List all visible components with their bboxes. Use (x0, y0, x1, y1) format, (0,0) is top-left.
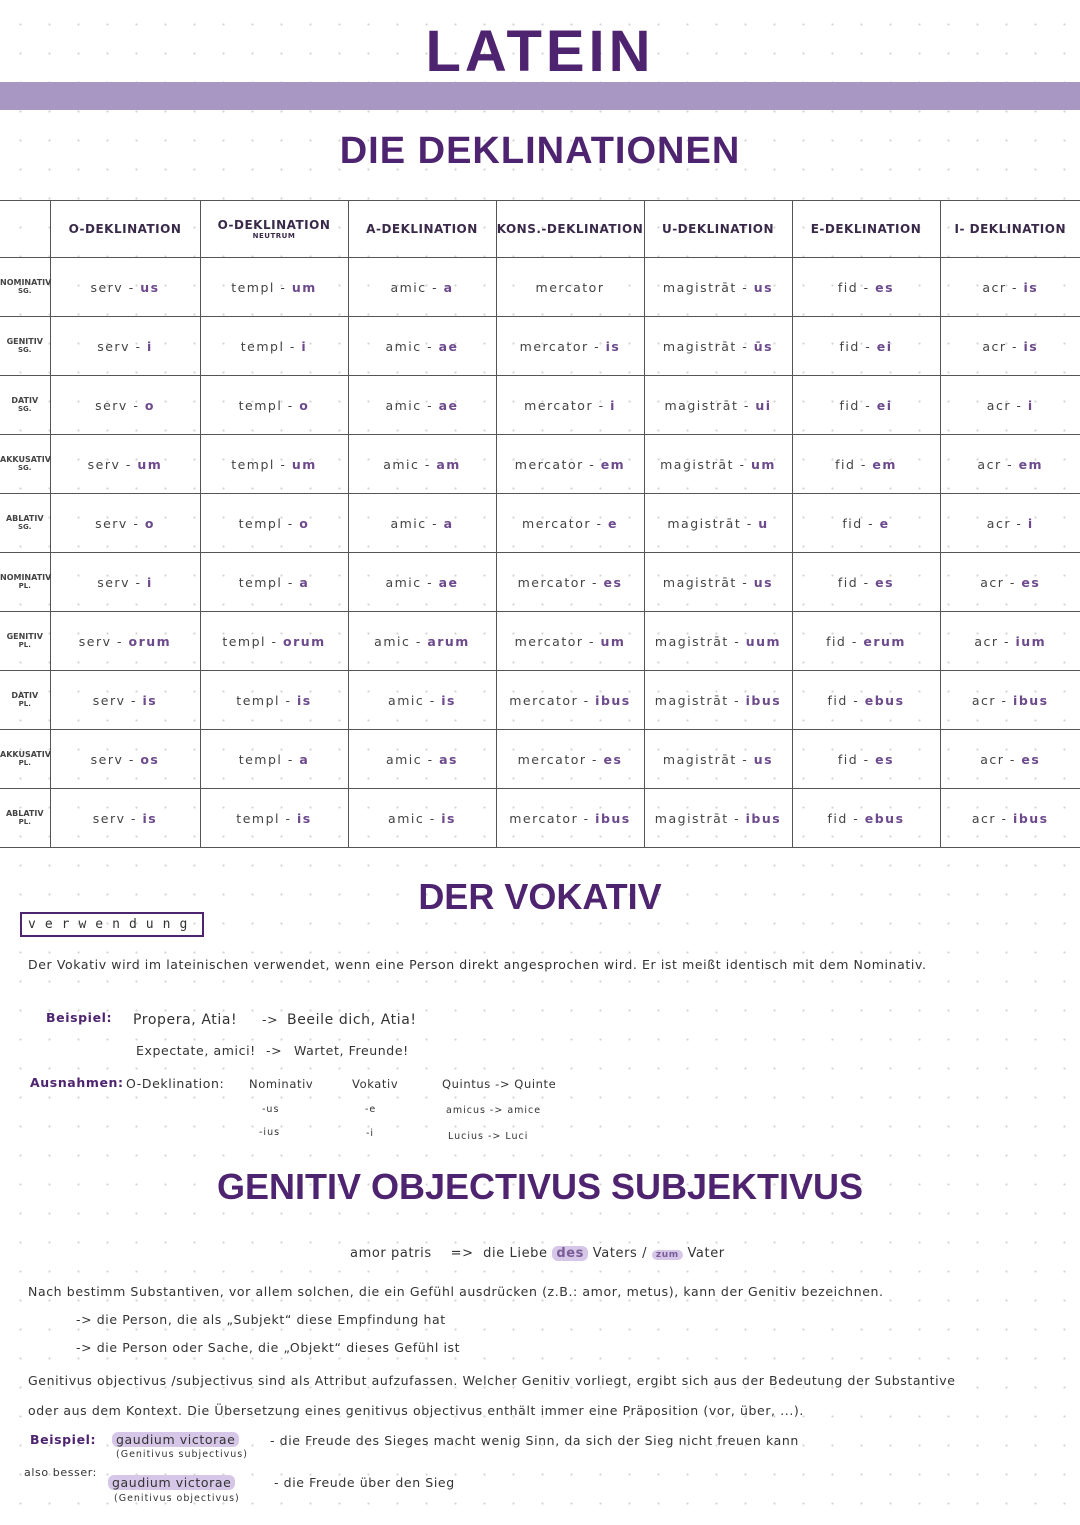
word-ending: i (1027, 397, 1034, 413)
table-cell (496, 258, 644, 317)
header-band (0, 82, 1080, 110)
table-cell: acr - is (940, 317, 1080, 376)
word-stem: magistrāt (662, 751, 737, 767)
word-ending: orum (128, 633, 172, 649)
table-cell: acr - ium (940, 612, 1080, 671)
word-stem: templ (231, 456, 275, 472)
table-cell: serv - um (50, 435, 200, 494)
column-header: U-DEKLINATION (644, 201, 792, 258)
table-row (0, 789, 1080, 848)
word-ending: ibus (595, 810, 631, 826)
column-subheader: NEUTRUM (252, 232, 296, 240)
word-stem: fid (827, 692, 848, 708)
word-stem: serv (92, 810, 126, 826)
word-ending: am (436, 456, 461, 472)
word-ending: ibus (1013, 810, 1049, 826)
word-stem: magistrāt (654, 692, 729, 708)
word-ending: es (875, 279, 895, 295)
word-ending: o (144, 397, 155, 413)
word-stem: magistrāt (662, 279, 737, 295)
word-stem: templ (231, 279, 275, 295)
table-cell: magistrāt - us (644, 258, 792, 317)
example-german: Vater (687, 1246, 725, 1261)
table-cell: amic - is (348, 789, 496, 848)
verwendung-label: verwendung (20, 912, 204, 937)
table-cell: magistrāt - u (644, 494, 792, 553)
arrow: -> (262, 1012, 279, 1027)
word-ending: um (600, 633, 626, 649)
word-stem: acr (980, 574, 1005, 590)
word-stem: mercator (509, 810, 579, 826)
word-stem: magistrāt (654, 633, 729, 649)
table-cell: magistrāt - ibus (644, 671, 792, 730)
example-latin-highlighted: gaudium victorae (108, 1475, 235, 1490)
vokativ-ending: -i (366, 1128, 375, 1139)
word-ending: is (1023, 338, 1039, 354)
word-stem: fid (835, 456, 856, 472)
table-cell: acr - i (940, 376, 1080, 435)
word-ending: es (1021, 751, 1041, 767)
example-german: die Liebe (483, 1246, 548, 1261)
genitiv-paragraph: Genitivus objectivus /subjectivus sind als Attribut aufzufassen. Welcher Genitiv vorliegt, ergibt sich aus der Bedeutung der Substantive (28, 1373, 956, 1388)
word-ending: es (875, 574, 895, 590)
word-ending: ae (438, 574, 459, 590)
word-stem: mercator (522, 515, 591, 531)
also-label: also besser: (24, 1466, 97, 1479)
table-cell: amic - is (348, 671, 496, 730)
word-ending: ebus (864, 810, 905, 826)
table-corner (0, 201, 50, 258)
word-stem: templ (222, 633, 267, 649)
word-stem: fid (837, 751, 859, 767)
example-note: (Genitivus subjectivus) (116, 1449, 248, 1460)
word-stem: fid (842, 515, 863, 531)
word-stem: acr (986, 397, 1011, 413)
word-ending: uum (745, 633, 782, 649)
word-ending: um (291, 279, 317, 295)
word-stem: amic (388, 810, 425, 826)
table-cell: templ - i (200, 317, 348, 376)
word-stem: acr (982, 279, 1007, 295)
word-ending: es (603, 574, 623, 590)
word-stem: magistrāt (662, 338, 737, 354)
word-stem: fid (837, 574, 859, 590)
table-row (0, 494, 1080, 553)
table-cell: magistrāt - us (644, 730, 792, 789)
word-stem: magistrāt (664, 397, 739, 413)
table-cell: fid - ebus (792, 789, 940, 848)
word-stem: serv (92, 692, 126, 708)
arrow: -> (266, 1043, 283, 1058)
table-row (0, 612, 1080, 671)
genitiv-example-line (350, 1246, 725, 1261)
table-cell: serv - o (50, 376, 200, 435)
word-ending: o (299, 397, 310, 413)
vokativ-exception-example: Quintus -> Quinte (442, 1077, 557, 1091)
word-ending: is (605, 338, 621, 354)
word-stem: serv (97, 338, 130, 354)
table-cell: serv - o (50, 494, 200, 553)
genitiv-text-line: -> die Person oder Sache, die „Objekt“ dieses Gefühl ist (76, 1340, 461, 1355)
word-stem: amic (374, 633, 411, 649)
word-ending: em (1018, 456, 1044, 472)
word-ending: o (144, 515, 155, 531)
table-cell: serv - i (50, 553, 200, 612)
nominativ-ending: -us (262, 1104, 280, 1115)
word-stem: mercator (517, 751, 587, 767)
column-header: O-DEKLINATION (50, 201, 200, 258)
table-cell: amic - ae (348, 376, 496, 435)
table-cell: acr - is (940, 258, 1080, 317)
beispiel-label: Beispiel: (46, 1010, 113, 1025)
word-stem: mercator (514, 456, 584, 472)
word-ending: em (872, 456, 897, 472)
word-stem: amic (388, 692, 425, 708)
table-cell: templ - is (200, 789, 348, 848)
example-german: - die Freude des Sieges macht wenig Sinn, da sich der Sieg nicht freuen kann (270, 1433, 799, 1448)
table-cell: magistrāt - ibus (644, 789, 792, 848)
word-ending: em (600, 456, 626, 472)
vokativ-exception-example: amicus -> amice (446, 1105, 542, 1116)
word-stem: amic (383, 456, 420, 472)
column-header: E-DEKLINATION (792, 201, 940, 258)
table-cell: fid - ei (792, 376, 940, 435)
table-cell: templ - o (200, 494, 348, 553)
word-ending: is (441, 810, 456, 826)
table-cell: serv - is (50, 671, 200, 730)
table-cell: mercator - es (496, 553, 644, 612)
vokativ-exception-example: Lucius -> Luci (448, 1131, 529, 1142)
word-ending: a (299, 574, 310, 590)
word-stem: templ (240, 338, 285, 354)
table-cell: acr - em (940, 435, 1080, 494)
word-ending: erum (863, 633, 906, 649)
word-stem: acr (980, 751, 1005, 767)
word-ending: u (758, 515, 769, 531)
section-title-genitiv: GENITIV OBJECTIVUS SUBJEKTIVUS (216, 1166, 864, 1207)
table-cell: mercator - ibus (496, 671, 644, 730)
word-ending: a (299, 751, 310, 767)
word-ending: es (1021, 574, 1041, 590)
word-ending: a (443, 515, 454, 531)
word-stem: serv (95, 397, 128, 413)
word-ending: ibus (745, 692, 782, 708)
word-stem: magistrāt (654, 810, 729, 826)
example-german: Vaters / (592, 1246, 648, 1261)
table-row (0, 258, 1080, 317)
word-stem: templ (236, 692, 280, 708)
word-stem: mercator (535, 279, 605, 295)
genitiv-text-line: Nach bestimm Substantiven, vor allem solchen, die ein Gefühl ausdrücken (z.B.: amor, metus), kann der Genitiv bezeichnen. (28, 1284, 884, 1299)
table-cell: mercator - i (496, 376, 644, 435)
table-row (0, 376, 1080, 435)
word-ending: e (879, 515, 890, 531)
genitiv-example-a (112, 1432, 239, 1447)
column-header: I- DEKLINATION (940, 201, 1080, 258)
example-latin-highlighted: gaudium victorae (112, 1432, 239, 1447)
table-cell: serv - os (50, 730, 200, 789)
word-ending: us (753, 751, 774, 767)
case-label: NOMINATIV SG. (0, 258, 50, 317)
word-ending: is (142, 692, 158, 708)
table-cell: templ - a (200, 553, 348, 612)
ausnahmen-declension: O-Deklination: (126, 1076, 225, 1091)
table-cell: serv - us (50, 258, 200, 317)
case-label: AKKUSATIV SG. (0, 435, 50, 494)
table-row (0, 435, 1080, 494)
table-cell: templ - o (200, 376, 348, 435)
word-stem: mercator (509, 692, 579, 708)
table-cell: amic - am (348, 435, 496, 494)
word-ending: es (603, 751, 623, 767)
word-stem: amic (390, 515, 427, 531)
genitiv-text-line: -> die Person, die als „Subjekt“ diese Empfindung hat (76, 1312, 446, 1327)
word-stem: amic (390, 279, 427, 295)
word-ending: arum (427, 633, 470, 649)
table-row (0, 671, 1080, 730)
table-cell: fid - ei (792, 317, 940, 376)
case-label: NOMINATIV PL. (0, 553, 50, 612)
table-cell: templ - um (200, 435, 348, 494)
word-stem: acr (971, 692, 997, 708)
word-ending: ūs (753, 338, 774, 354)
table-cell: amic - arum (348, 612, 496, 671)
example-german-2: Wartet, Freunde! (294, 1043, 409, 1058)
word-ending: um (137, 456, 163, 472)
word-ending: ibus (595, 692, 631, 708)
word-stem: serv (90, 279, 124, 295)
word-ending: is (296, 810, 312, 826)
word-ending: i (610, 397, 616, 413)
word-stem: mercator (514, 633, 584, 649)
word-ending: is (296, 692, 312, 708)
table-header-row (0, 201, 1080, 258)
table-cell: mercator - is (496, 317, 644, 376)
table-cell: mercator - em (496, 435, 644, 494)
word-stem: acr (971, 810, 997, 826)
word-ending: ae (438, 338, 459, 354)
word-ending: ibus (1013, 692, 1049, 708)
beispiel-label: Beispiel: (30, 1432, 97, 1447)
word-ending: us (753, 279, 774, 295)
word-stem: fid (826, 633, 847, 649)
nominativ-ending: -ius (259, 1127, 281, 1138)
highlight-zum: zum (652, 1250, 683, 1260)
word-stem: serv (95, 515, 128, 531)
section-title-deklinationen: DIE DEKLINATIONEN (339, 130, 741, 172)
word-ending: um (291, 456, 317, 472)
word-stem: serv (87, 456, 121, 472)
table-cell: acr - ibus (940, 671, 1080, 730)
word-stem: fid (839, 338, 860, 354)
table-row (0, 730, 1080, 789)
table-cell: fid - es (792, 258, 940, 317)
word-stem: amic (385, 397, 422, 413)
word-ending: ui (755, 397, 772, 413)
vokativ-header: Vokativ (352, 1077, 399, 1091)
word-stem: templ (238, 515, 283, 531)
word-ending: um (750, 456, 776, 472)
table-cell: mercator - um (496, 612, 644, 671)
table-cell: magistrāt - um (644, 435, 792, 494)
table-cell: magistrāt - us (644, 553, 792, 612)
example-latin-2: Expectate, amici! (136, 1043, 256, 1058)
word-stem: templ (238, 751, 283, 767)
example-german-1: Beeile dich, Atia! (287, 1012, 417, 1028)
word-ending: i (146, 338, 153, 354)
case-label: AKKUSATIV PL. (0, 730, 50, 789)
table-cell: mercator - e (496, 494, 644, 553)
word-stem: serv (97, 574, 130, 590)
word-ending: is (142, 810, 158, 826)
word-stem: amic (385, 338, 422, 354)
section-title-vokativ: DER VOKATIV (418, 876, 662, 917)
example-latin-1: Propera, Atia! (133, 1012, 238, 1028)
table-cell: magistrāt - ūs (644, 317, 792, 376)
example-latin: amor patris (350, 1246, 432, 1261)
declension-table (0, 200, 1080, 848)
word-ending: i (1027, 515, 1034, 531)
case-label: ABLATIV SG. (0, 494, 50, 553)
word-ending: us (753, 574, 774, 590)
table-cell: serv - i (50, 317, 200, 376)
word-ending: es (875, 751, 895, 767)
example-german: - die Freude über den Sieg (274, 1475, 455, 1490)
word-stem: fid (837, 279, 859, 295)
word-stem: serv (90, 751, 124, 767)
word-ending: i (146, 574, 153, 590)
case-label: DATIV PL. (0, 671, 50, 730)
word-stem: acr (986, 515, 1011, 531)
table-cell: acr - ibus (940, 789, 1080, 848)
word-ending: as (439, 751, 459, 767)
column-header: A-DEKLINATION (348, 201, 496, 258)
table-cell: magistrāt - ui (644, 376, 792, 435)
word-ending: ebus (864, 692, 905, 708)
word-stem: fid (839, 397, 860, 413)
table-cell: templ - um (200, 258, 348, 317)
table-cell: fid - e (792, 494, 940, 553)
table-cell: mercator - ibus (496, 789, 644, 848)
word-stem: acr (977, 456, 1002, 472)
word-ending: us (140, 279, 160, 295)
case-label: DATIV SG. (0, 376, 50, 435)
word-stem: amic (385, 574, 422, 590)
word-ending: ei (876, 338, 893, 354)
vokativ-ending: -e (365, 1104, 377, 1115)
word-ending: i (301, 338, 308, 354)
column-header: O-DEKLINATION NEUTRUM (200, 201, 348, 258)
table-cell: templ - is (200, 671, 348, 730)
ausnahmen-label: Ausnahmen: (30, 1075, 124, 1090)
table-cell: fid - es (792, 553, 940, 612)
word-stem: magistrāt (662, 574, 737, 590)
word-stem: mercator (517, 574, 587, 590)
word-stem: mercator (524, 397, 594, 413)
word-ending: ium (1015, 633, 1047, 649)
table-cell: templ - orum (200, 612, 348, 671)
table-row (0, 553, 1080, 612)
word-stem: templ (238, 397, 283, 413)
table-cell: serv - is (50, 789, 200, 848)
word-stem: magistrāt (660, 456, 734, 472)
table-cell: acr - es (940, 553, 1080, 612)
table-cell: amic - ae (348, 317, 496, 376)
word-ending: a (443, 279, 454, 295)
word-ending: os (140, 751, 160, 767)
table-cell: fid - es (792, 730, 940, 789)
case-label: GENITIV PL. (0, 612, 50, 671)
table-cell: fid - em (792, 435, 940, 494)
table-cell: fid - erum (792, 612, 940, 671)
word-ending: orum (282, 633, 326, 649)
case-label: ABLATIV PL. (0, 789, 50, 848)
table-cell: acr - i (940, 494, 1080, 553)
page-title: LATEIN (425, 19, 655, 84)
genitiv-paragraph: oder aus dem Kontext. Die Übersetzung eines genitivus objectivus enthält immer eine Präposition (vor, über, ...). (28, 1403, 804, 1418)
case-label: GENITIV SG. (0, 317, 50, 376)
table-row (0, 317, 1080, 376)
word-ending: o (299, 515, 310, 531)
table-cell: amic - as (348, 730, 496, 789)
word-ending: ei (876, 397, 893, 413)
word-stem: acr (974, 633, 999, 649)
word-stem: amic (385, 751, 423, 767)
word-ending: is (441, 692, 456, 708)
arrow: => (450, 1246, 474, 1261)
word-stem: magistrāt (667, 515, 742, 531)
column-header: KONS.-DEKLINATION (496, 201, 644, 258)
table-cell: fid - ebus (792, 671, 940, 730)
word-ending: e (607, 515, 618, 531)
word-ending: ae (438, 397, 459, 413)
table-cell: amic - a (348, 494, 496, 553)
table-cell: magistrāt - uum (644, 612, 792, 671)
table-cell: serv - orum (50, 612, 200, 671)
word-stem: mercator (519, 338, 589, 354)
word-stem: acr (982, 338, 1007, 354)
word-stem: templ (236, 810, 280, 826)
word-ending: is (1023, 279, 1039, 295)
genitiv-example-b (108, 1475, 235, 1490)
word-stem: serv (78, 633, 112, 649)
table-cell: acr - es (940, 730, 1080, 789)
highlight-des: des (552, 1246, 588, 1261)
example-note: (Genitivus objectivus) (114, 1493, 240, 1504)
table-cell: amic - a (348, 258, 496, 317)
table-cell: templ - a (200, 730, 348, 789)
nominativ-header: Nominativ (249, 1077, 314, 1091)
table-cell: mercator - es (496, 730, 644, 789)
word-ending: ibus (745, 810, 782, 826)
word-stem: fid (827, 810, 848, 826)
table-cell: amic - ae (348, 553, 496, 612)
word-stem: templ (238, 574, 283, 590)
vokativ-description: Der Vokativ wird im lateinischen verwendet, wenn eine Person direkt angesprochen wird. Er ist meißt identisch mit dem Nominativ. (28, 957, 927, 972)
